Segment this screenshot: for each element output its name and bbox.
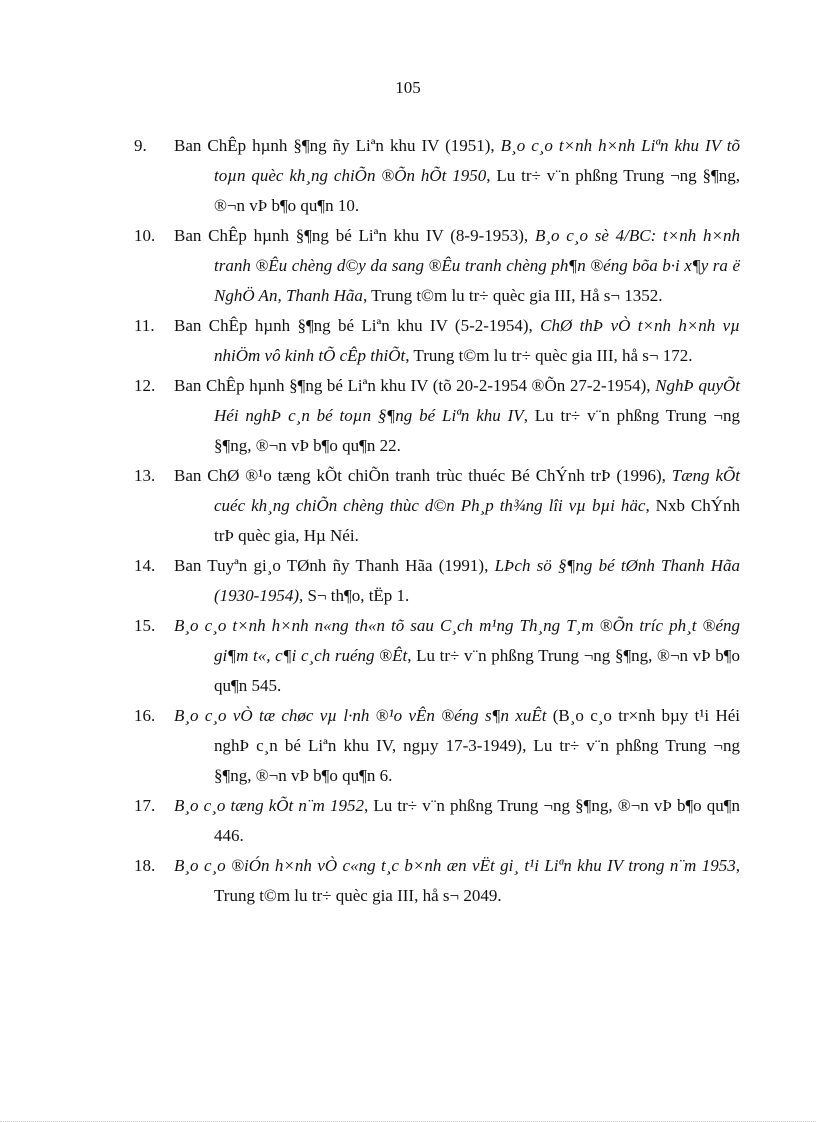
reference-author: Ban ChÊp hµnh §¶ng ñy Liªn khu IV (1951), xyxy=(174,136,501,155)
reference-author: Ban ChÊp hµnh §¶ng bé Liªn khu IV (tõ 20-2-1954 ®Õn 27-2-1954), xyxy=(174,376,656,395)
reference-source: , Lu tr÷ v¨n phßng Trung ¬ng §¶ng, ®¬n vÞ b¶o qu¶n 22. xyxy=(214,406,740,455)
reference-title: B¸o c¸o sè 4/BC: t×nh h×nh tranh ®Êu chèng d©y da sang ®Êu tranh chèng ph¶n ®éng bõa b·i x¶y ra ë NghÖ An, Thanh Hãa xyxy=(214,226,740,305)
reference-title: B¸o c¸o t×nh h×nh Liªn khu IV tõ toµn quèc kh¸ng chiÕn ®Õn hÕt 1950 xyxy=(214,136,741,185)
reference-author: Ban Tuyªn gi¸o TØnh ñy Thanh Hãa (1991), xyxy=(174,556,495,575)
reference-source: , Trung t©m lu tr÷ quèc gia III, Hå s¬ 1352. xyxy=(362,286,663,305)
reference-source: , Lu tr÷ v¨n phßng Trung ¬ng §¶ng, ®¬n vÞ b¶o qu¶n 10. xyxy=(214,166,740,215)
reference-list xyxy=(134,131,740,911)
reference-number: 14. xyxy=(134,556,156,575)
reference-item xyxy=(134,551,740,611)
reference-title: ChØ thÞ vÒ t×nh h×nh vµ nhiÖm vô kinh tÕ cÊp thiÕt xyxy=(214,316,740,365)
reference-source: (B¸o c¸o tr×nh bµy t¹i Héi nghÞ c¸n bé Liªn khu IV, ngµy 17-3-1949), Lu tr÷ v¨n phßng Trung ¬ng §¶ng, ®¬n vÞ b¶o qu¶n 6. xyxy=(214,706,740,785)
reference-number: 12. xyxy=(134,376,156,395)
reference-number: 11. xyxy=(134,316,155,335)
reference-item xyxy=(134,371,740,461)
page-bottom-rule xyxy=(0,1121,816,1122)
reference-title: B¸o c¸o vÒ tæ chøc vµ l·nh ®¹o vÊn ®éng s¶n xuÊt xyxy=(174,706,547,725)
reference-source: , Lu tr÷ v¨n phßng Trung ¬ng §¶ng, ®¬n vÞ b¶o qu¶n 545. xyxy=(214,646,740,695)
reference-source: S¬ th¶o, tËp 1. xyxy=(303,586,410,605)
reference-number: 10. xyxy=(134,226,156,245)
reference-item xyxy=(134,851,740,911)
reference-title: B¸o c¸o t×nh h×nh n«ng th«n tõ sau C¸ch m¹ng Th¸ng T¸m ®Õn tríc ph¸t ®éng gi¶m t«, c¶i c¸ch ruéng ®Êt xyxy=(174,616,740,665)
reference-number: 13. xyxy=(134,466,156,485)
reference-item xyxy=(134,611,740,701)
reference-number: 16. xyxy=(134,706,156,725)
reference-title: B¸o c¸o tæng kÕt n¨m 1952 xyxy=(174,796,364,815)
reference-item xyxy=(134,701,740,791)
reference-author: Ban ChÊp hµnh §¶ng bé Liªn khu IV (8-9-1953), xyxy=(174,226,535,245)
reference-author: Ban ChÊp hµnh §¶ng bé Liªn khu IV (5-2-1954), xyxy=(174,316,541,335)
reference-item xyxy=(134,461,740,551)
reference-source: , Lu tr÷ v¨n phßng Trung ¬ng §¶ng, ®¬n vÞ b¶o qu¶n 446. xyxy=(214,796,740,845)
reference-source: , Trung t©m lu tr÷ quèc gia III, hå s¬ 172. xyxy=(405,346,693,365)
reference-number: 17. xyxy=(134,796,156,815)
reference-item xyxy=(134,221,740,311)
reference-item xyxy=(134,131,740,221)
reference-number: 9. xyxy=(134,136,147,155)
reference-item xyxy=(134,311,740,371)
reference-author: Ban ChØ ®¹o tæng kÕt chiÕn tranh trùc thuéc Bé ChÝnh trÞ (1996), xyxy=(174,466,672,485)
reference-title: NghÞ quyÕt Héi nghÞ c¸n bé toµn §¶ng bé Liªn khu IV xyxy=(214,376,740,425)
reference-item xyxy=(134,791,740,851)
reference-number: 15. xyxy=(134,616,156,635)
reference-title: B¸o c¸o ®iÓn h×nh vÒ c«ng t¸c b×nh æn vËt gi¸ t¹i Liªn khu IV trong n¨m 1953 xyxy=(174,856,736,875)
reference-title: Tæng kÕt cuéc kh¸ng chiÕn chèng thùc d©n Ph¸p th¾ng lîi vµ bµi häc xyxy=(214,466,740,515)
reference-source: , Trung t©m lu tr÷ quèc gia III, hå s¬ 2049. xyxy=(214,856,740,905)
reference-title: LÞch sö §¶ng bé tØnh Thanh Hãa (1930-1954), xyxy=(214,556,741,605)
reference-number: 18. xyxy=(134,856,156,875)
reference-source: , Nxb ChÝnh trÞ quèc gia, Hµ Néi. xyxy=(214,496,740,545)
page-number: 105 xyxy=(395,78,421,97)
